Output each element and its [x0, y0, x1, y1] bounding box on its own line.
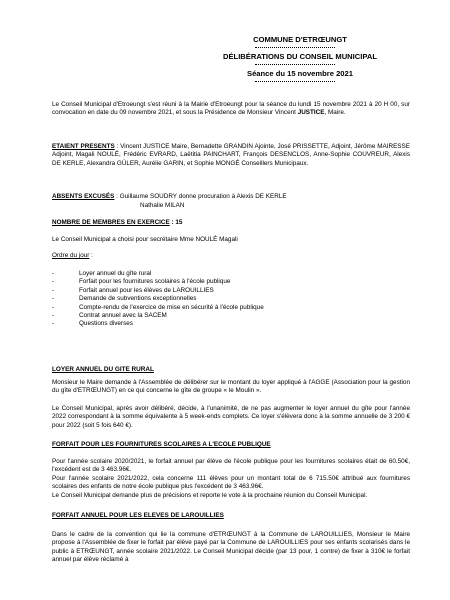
- section-title-larouillies: FORFAIT ANNUEL POUR LES ELEVES DE LAROUILLIES: [52, 512, 224, 519]
- excuses-paragraph: [52, 193, 410, 201]
- larouillies-paragraph-1: Dans le cadre de la convention qui lie la commune d'ETRŒUNGT à la Commune de LAROUILLIES, Monsieur le Maire propose à l'Assemblée de fixer le forfait par élève payé par la Commune de LAROUILLIES pour ses enfants scolarisés dans le public à ETRŒUNGT, année scolaire 2021/2022. Le Conseil Municipal décide (par 13 pour, 1 contre) de fixer à 310€ le forfait annuel par élève réclamé à: [52, 531, 410, 564]
- fournitures-paragraph-3: Le Conseil Municipal demande plus de précisions et reporte le vote à la prochaine réunion du Conseil Municipal.: [52, 492, 368, 499]
- ordre-item: - Demande de subventions exceptionnelles: [52, 295, 264, 303]
- presents-paragraph: [52, 143, 410, 168]
- membres-label: NOMBRE DE MEMBRES EN EXERCICE: [52, 219, 170, 226]
- ordre-heading: [52, 252, 410, 260]
- header-separator: [255, 64, 335, 65]
- membres-value: : 15: [169, 219, 183, 226]
- ordre-item: - Questions diverses: [52, 320, 264, 328]
- ordre-item: - Forfait annuel pour les élèves de LAROUILLIES: [52, 287, 264, 295]
- presents-list: : Vincent JUSTICE Maire, Bernadette GRANDIN Ajointe, José PRISSETTE, Adjoint, Jérôme MAIRESSE Adjoint, Magali NOULÉ, Frédéric EVRARD, Laëtitia PAINCHART, François DESENCLOS, Anne-Sophie COUVREUR, Alexis DE KERLE, Alexandra GÜLER, Aurélie GARIN, et Sophie MONGÉ Conseillers Municipaux.: [52, 143, 411, 167]
- ordre-list: [52, 270, 264, 329]
- fournitures-paragraph-1: Pour l'année scolaire 2020/2021, le forfait annuel par élève de l'école publique pour les fournitures scolaires était de 60.50€, l'excédent est de 3 463.96€.: [52, 458, 410, 474]
- excuses-label: ABSENTS EXCUSÉS: [52, 193, 115, 200]
- section-title-fournitures: FORFAIT POUR LES FOURNITURES SCOLAIRES A L'ECOLE PUBLIQUE: [52, 441, 271, 448]
- document-title: DÉLIBÉRATIONS DU CONSEIL MUNICIPAL: [223, 52, 377, 61]
- ordre-item: - Forfait pour les fournitures scolaires à l'école publique: [52, 278, 264, 286]
- gite-paragraph-2: Le Conseil Municipal, après avoir délibéré, décide, à l'unanimité, de ne pas augmenter le loyer annuel du gîte pour l'année 2022 correspondant à la somme équivalente à 5 week-ends complets. Ce loyer s'élèvera donc à la somme annuelle de 3 200 € pour 2022 (soit 5 fois 640 €).: [52, 405, 410, 429]
- excuses-line-1: : Guillaume SOUDRY donne procuration à Alexis DE KERLE: [114, 193, 287, 200]
- commune-heading: COMMUNE D'ETRŒUNGT: [253, 35, 347, 44]
- ordre-item: - Loyer annuel du gîte rural: [52, 270, 264, 278]
- secretaire-paragraph: Le Conseil Municipal a choisi pour secrétaire Mme NOULÉ Magali: [52, 236, 238, 243]
- president-name: JUSTICE: [297, 109, 325, 117]
- ordre-item: - Compte-rendu de l'exercice de mise en sécurité à l'école publique: [52, 304, 264, 312]
- intro-text-end: , Maire.: [324, 109, 346, 117]
- presents-label: ETAIENT PRESENTS: [52, 143, 115, 150]
- ordre-suffix: :: [89, 252, 93, 259]
- excuses-line-2: Nathalie MILAN: [140, 202, 185, 209]
- ordre-item: - Contrat annuel avec la SACEM: [52, 312, 264, 320]
- ordre-label: Ordre du jour: [52, 252, 90, 259]
- header-separator: [255, 47, 335, 48]
- membres-paragraph: [52, 219, 410, 227]
- gite-paragraph-1: Monsieur le Maire demande à l'Assemblée de délibérer sur le montant du loyer appliqué à l'AGGE (Association pour la gestion du gîte d'ETRŒUNGT) en ce qui concerne le gîte de groupe « le Moulin ».: [52, 379, 410, 395]
- intro-paragraph: [52, 101, 410, 118]
- section-title-gite: LOYER ANNUEL DU GITE RURAL: [52, 366, 154, 373]
- fournitures-paragraph-2: Pour l'année scolaire 2021/2022, cela concerne 111 élèves pour un montant total de 6 715.50€ attribué aux fournitures scolaires des enfants de notre école publique plus l'excédent de 3 463.96€.: [52, 475, 410, 491]
- seance-date: Séance du 15 novembre 2021: [247, 69, 353, 78]
- header-separator: [255, 81, 335, 82]
- intro-text: Le Conseil Municipal d'Etroeungt s'est réuni à la Mairie d'Etroeungt pour la séance du lundi 15 novembre 2021 à 20 H 00, sur convocation en date du 09 novembre 2021, et sous la Présidence de Monsieur Vincent: [52, 101, 410, 117]
